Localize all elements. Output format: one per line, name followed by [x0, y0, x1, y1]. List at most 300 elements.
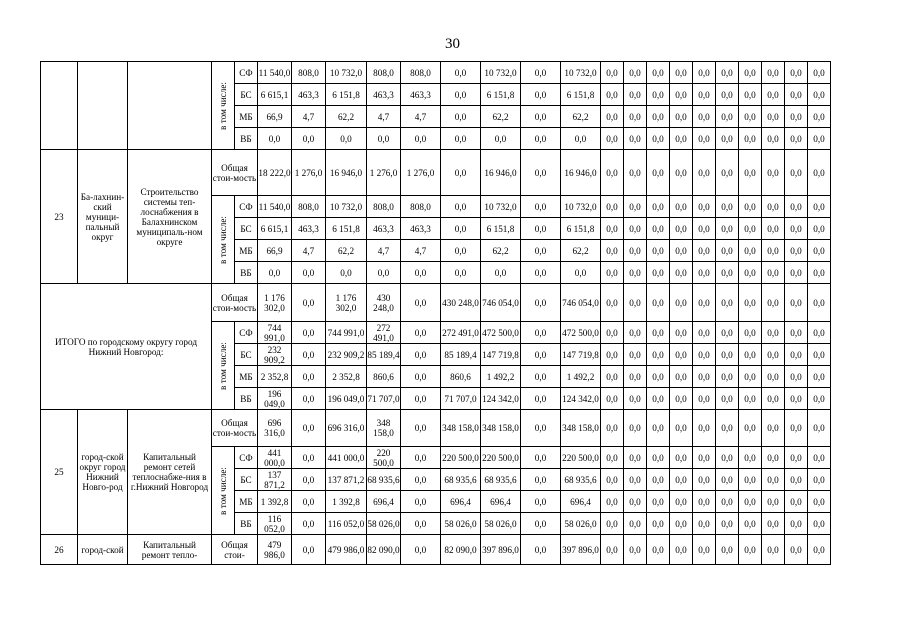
value-cell: 6 151,8 [481, 84, 521, 106]
zero-value-cell: 0,0 [808, 535, 831, 565]
zero-value-cell: 0,0 [601, 62, 624, 84]
zero-value-cell: 0,0 [693, 491, 716, 513]
zero-value-cell: 0,0 [601, 150, 624, 196]
value-cell: 272 491,0 [441, 322, 481, 344]
table-row-total [41, 284, 854, 322]
value-cell: 58 026,0 [561, 513, 601, 535]
value-cell: 1 176 302,0 [326, 284, 367, 322]
value-cell: 0,0 [441, 262, 481, 284]
value-cell: 0,0 [292, 469, 326, 491]
value-cell: 1 276,0 [367, 150, 401, 196]
value-cell: 0,0 [441, 240, 481, 262]
value-cell: 0,0 [521, 196, 561, 218]
zero-value-cell: 0,0 [716, 447, 739, 469]
fund-label-cell: СФ [235, 447, 258, 469]
zero-value-cell: 0,0 [601, 344, 624, 366]
zero-value-cell: 0,0 [670, 284, 693, 322]
zero-value-cell: 0,0 [624, 218, 647, 240]
zero-value-cell: 0,0 [762, 150, 785, 196]
zero-value-cell: 0,0 [808, 218, 831, 240]
zero-value-cell: 0,0 [739, 535, 762, 565]
value-cell: 744 991,0 [258, 322, 292, 344]
zero-value-cell: 0,0 [647, 62, 670, 84]
zero-value-cell: 0,0 [624, 344, 647, 366]
zero-value-cell: 0,0 [647, 513, 670, 535]
zero-value-cell: 0,0 [693, 322, 716, 344]
value-cell: 58 026,0 [367, 513, 401, 535]
value-cell: 147 719,8 [481, 344, 521, 366]
zero-value-cell: 0,0 [785, 366, 808, 388]
zero-value-cell: 0,0 [785, 240, 808, 262]
zero-value-cell: 0,0 [670, 366, 693, 388]
zero-value-cell: 0,0 [716, 284, 739, 322]
value-cell: 68 935,6 [441, 469, 481, 491]
value-cell: 62,2 [481, 240, 521, 262]
value-cell: 0,0 [561, 262, 601, 284]
value-cell: 0,0 [521, 150, 561, 196]
value-cell: 0,0 [521, 410, 561, 447]
zero-value-cell: 0,0 [785, 410, 808, 447]
zero-value-cell: 0,0 [762, 491, 785, 513]
value-cell: 0,0 [441, 150, 481, 196]
value-cell: 463,3 [401, 84, 441, 106]
zero-value-cell: 0,0 [624, 366, 647, 388]
value-cell: 0,0 [441, 128, 481, 150]
value-cell: 0,0 [401, 447, 441, 469]
fund-label-cell: БС [235, 84, 258, 106]
value-cell: 696 316,0 [258, 410, 292, 447]
zero-value-cell: 0,0 [624, 240, 647, 262]
zero-value-cell: 0,0 [670, 535, 693, 565]
zero-value-cell: 0,0 [785, 491, 808, 513]
zero-value-cell: 0,0 [670, 128, 693, 150]
value-cell: 0,0 [258, 128, 292, 150]
zero-value-cell: 0,0 [693, 447, 716, 469]
value-cell: 232 909,2 [326, 344, 367, 366]
page-number: 30 [445, 36, 460, 52]
zero-value-cell: 0,0 [739, 469, 762, 491]
value-cell: 441 000,0 [258, 447, 292, 469]
zero-value-cell: 0,0 [647, 284, 670, 322]
zero-value-cell: 0,0 [808, 62, 831, 84]
value-cell: 0,0 [292, 491, 326, 513]
zero-value-cell: 0,0 [716, 196, 739, 218]
zero-value-cell: 0,0 [762, 513, 785, 535]
value-cell: 0,0 [401, 344, 441, 366]
fund-label-cell: БС [235, 218, 258, 240]
value-cell: 16 946,0 [481, 150, 521, 196]
value-cell: 66,9 [258, 106, 292, 128]
value-cell: 0,0 [401, 366, 441, 388]
zero-value-cell: 0,0 [739, 410, 762, 447]
value-cell: 696,4 [561, 491, 601, 513]
zero-value-cell: 0,0 [739, 196, 762, 218]
value-cell: 1 276,0 [292, 150, 326, 196]
value-cell: 0,0 [292, 535, 326, 565]
zero-value-cell: 0,0 [693, 128, 716, 150]
value-cell: 196 049,0 [326, 388, 367, 410]
value-cell: 860,6 [367, 366, 401, 388]
zero-value-cell: 0,0 [739, 366, 762, 388]
zero-value-cell: 0,0 [762, 262, 785, 284]
zero-value-cell: 0,0 [762, 410, 785, 447]
including-label: в том числе: [218, 215, 228, 264]
zero-value-cell: 0,0 [716, 344, 739, 366]
zero-value-cell: 0,0 [647, 218, 670, 240]
zero-value-cell: 0,0 [601, 535, 624, 565]
zero-value-cell: 0,0 [601, 366, 624, 388]
value-cell: 0,0 [401, 128, 441, 150]
value-cell: 0,0 [292, 447, 326, 469]
value-cell: 0,0 [441, 84, 481, 106]
value-cell: 71 707,0 [441, 388, 481, 410]
value-cell: 124 342,0 [481, 388, 521, 410]
value-cell: 137 871,2 [258, 469, 292, 491]
value-cell: 397 896,0 [561, 535, 601, 565]
zero-value-cell: 0,0 [601, 218, 624, 240]
value-cell: 472 500,0 [561, 322, 601, 344]
value-cell: 0,0 [401, 388, 441, 410]
zero-value-cell: 0,0 [670, 410, 693, 447]
zero-value-cell: 0,0 [716, 218, 739, 240]
value-cell: 10 732,0 [561, 62, 601, 84]
value-cell: 0,0 [521, 344, 561, 366]
value-cell: 16 946,0 [561, 150, 601, 196]
fund-label-cell: ВБ [235, 262, 258, 284]
zero-value-cell: 0,0 [601, 388, 624, 410]
value-cell: 0,0 [521, 513, 561, 535]
fund-label-cell: МБ [235, 240, 258, 262]
value-cell: 0,0 [292, 366, 326, 388]
zero-value-cell: 0,0 [624, 410, 647, 447]
zero-value-cell: 0,0 [670, 150, 693, 196]
zero-value-cell: 0,0 [808, 240, 831, 262]
value-cell: 0,0 [481, 128, 521, 150]
zero-value-cell: 0,0 [716, 84, 739, 106]
table-row-total [41, 535, 854, 565]
zero-value-cell: 0,0 [601, 322, 624, 344]
project-cell: Капитальный ремонт сетей теплоснабже-ния в г.Нижний Новгород [128, 410, 212, 535]
zero-value-cell: 0,0 [739, 240, 762, 262]
zero-value-cell: 0,0 [739, 84, 762, 106]
zero-value-cell: 0,0 [716, 513, 739, 535]
zero-value-cell: 0,0 [808, 491, 831, 513]
value-cell: 0,0 [521, 62, 561, 84]
value-cell: 220 500,0 [367, 447, 401, 469]
value-cell: 10 732,0 [561, 196, 601, 218]
zero-value-cell: 0,0 [624, 491, 647, 513]
zero-value-cell: 0,0 [601, 491, 624, 513]
value-cell: 58 026,0 [481, 513, 521, 535]
zero-value-cell: 0,0 [693, 513, 716, 535]
value-cell: 11 540,0 [258, 62, 292, 84]
value-cell: 0,0 [401, 513, 441, 535]
value-cell: 0,0 [292, 344, 326, 366]
value-cell: 0,0 [521, 491, 561, 513]
zero-value-cell: 0,0 [601, 469, 624, 491]
zero-value-cell: 0,0 [739, 218, 762, 240]
zero-value-cell: 0,0 [624, 388, 647, 410]
row-number-cell [41, 62, 78, 150]
value-cell: 1 176 302,0 [258, 284, 292, 322]
value-cell: 71 707,0 [367, 388, 401, 410]
value-cell: 0,0 [292, 322, 326, 344]
zero-value-cell: 0,0 [785, 106, 808, 128]
zero-value-cell: 0,0 [785, 196, 808, 218]
value-cell: 0,0 [441, 218, 481, 240]
value-cell: 696,4 [367, 491, 401, 513]
value-cell: 0,0 [367, 262, 401, 284]
table-row-total [41, 410, 854, 447]
fund-label-cell: МБ [235, 491, 258, 513]
zero-value-cell: 0,0 [693, 469, 716, 491]
including-label-cell [212, 62, 235, 150]
value-cell: 348 158,0 [441, 410, 481, 447]
zero-value-cell: 0,0 [785, 262, 808, 284]
zero-value-cell: 0,0 [647, 150, 670, 196]
value-cell: 1 392,8 [326, 491, 367, 513]
zero-value-cell: 0,0 [785, 447, 808, 469]
value-cell: 397 896,0 [481, 535, 521, 565]
zero-value-cell: 0,0 [762, 218, 785, 240]
value-cell: 0,0 [401, 322, 441, 344]
value-cell: 0,0 [521, 388, 561, 410]
zero-value-cell: 0,0 [716, 388, 739, 410]
zero-value-cell: 0,0 [785, 84, 808, 106]
zero-value-cell: 0,0 [670, 84, 693, 106]
zero-value-cell: 0,0 [670, 196, 693, 218]
value-cell: 0,0 [521, 240, 561, 262]
zero-value-cell: 0,0 [762, 322, 785, 344]
value-cell: 0,0 [292, 388, 326, 410]
district-cell: город-ской [78, 535, 128, 565]
value-cell: 348 158,0 [367, 410, 401, 447]
value-cell: 58 026,0 [441, 513, 481, 535]
zero-value-cell: 0,0 [647, 84, 670, 106]
zero-value-cell: 0,0 [785, 469, 808, 491]
zero-value-cell: 0,0 [624, 106, 647, 128]
zero-value-cell: 0,0 [785, 128, 808, 150]
zero-value-cell: 0,0 [647, 388, 670, 410]
value-cell: 463,3 [292, 84, 326, 106]
zero-value-cell: 0,0 [693, 62, 716, 84]
zero-value-cell: 0,0 [647, 469, 670, 491]
financing-table [40, 61, 854, 565]
total-cost-label: Общая стои-мость [212, 284, 258, 322]
value-cell: 68 935,6 [561, 469, 601, 491]
value-cell: 463,3 [292, 218, 326, 240]
total-cost-label: Общая стои-мость [212, 410, 258, 447]
including-label-cell [212, 447, 235, 535]
value-cell: 0,0 [521, 469, 561, 491]
value-cell: 2 352,8 [326, 366, 367, 388]
fund-label-cell: БС [235, 344, 258, 366]
zero-value-cell: 0,0 [670, 106, 693, 128]
zero-value-cell: 0,0 [762, 128, 785, 150]
zero-value-cell: 0,0 [647, 262, 670, 284]
value-cell: 348 158,0 [561, 410, 601, 447]
value-cell: 479 986,0 [258, 535, 292, 565]
value-cell: 116 052,0 [258, 513, 292, 535]
value-cell: 85 189,4 [367, 344, 401, 366]
zero-value-cell: 0,0 [739, 447, 762, 469]
value-cell: 6 151,8 [561, 84, 601, 106]
value-cell: 0,0 [292, 262, 326, 284]
zero-value-cell: 0,0 [739, 322, 762, 344]
total-cost-label: Общая стои-мость [212, 150, 258, 196]
value-cell: 124 342,0 [561, 388, 601, 410]
fund-label-cell: БС [235, 469, 258, 491]
fund-label-cell: МБ [235, 106, 258, 128]
zero-value-cell: 0,0 [693, 150, 716, 196]
zero-value-cell: 0,0 [647, 344, 670, 366]
value-cell: 220 500,0 [441, 447, 481, 469]
zero-value-cell: 0,0 [762, 469, 785, 491]
zero-value-cell: 0,0 [670, 62, 693, 84]
value-cell: 463,3 [367, 84, 401, 106]
value-cell: 6 151,8 [326, 84, 367, 106]
zero-value-cell: 0,0 [693, 410, 716, 447]
zero-value-cell: 0,0 [624, 262, 647, 284]
project-cell: Капитальный ремонт тепло- [128, 535, 212, 565]
including-label: в том числе: [218, 466, 228, 515]
zero-value-cell: 0,0 [739, 150, 762, 196]
value-cell: 348 158,0 [481, 410, 521, 447]
zero-value-cell: 0,0 [739, 62, 762, 84]
zero-value-cell: 0,0 [808, 84, 831, 106]
value-cell: 0,0 [401, 284, 441, 322]
value-cell: 0,0 [441, 106, 481, 128]
zero-value-cell: 0,0 [716, 469, 739, 491]
value-cell: 4,7 [401, 240, 441, 262]
zero-value-cell: 0,0 [601, 284, 624, 322]
zero-value-cell: 0,0 [739, 128, 762, 150]
fund-label-cell: СФ [235, 322, 258, 344]
value-cell: 85 189,4 [441, 344, 481, 366]
zero-value-cell: 0,0 [670, 388, 693, 410]
zero-value-cell: 0,0 [716, 410, 739, 447]
zero-value-cell: 0,0 [601, 513, 624, 535]
zero-value-cell: 0,0 [739, 284, 762, 322]
zero-value-cell: 0,0 [647, 447, 670, 469]
zero-value-cell: 0,0 [739, 262, 762, 284]
zero-value-cell: 0,0 [808, 344, 831, 366]
row-number-cell: 26 [41, 535, 78, 565]
value-cell: 0,0 [292, 284, 326, 322]
zero-value-cell: 0,0 [624, 150, 647, 196]
zero-value-cell: 0,0 [716, 535, 739, 565]
zero-value-cell: 0,0 [647, 196, 670, 218]
fund-label-cell: МБ [235, 366, 258, 388]
value-cell: 1 492,2 [481, 366, 521, 388]
zero-value-cell: 0,0 [601, 106, 624, 128]
zero-value-cell: 0,0 [647, 366, 670, 388]
zero-value-cell: 0,0 [601, 410, 624, 447]
zero-value-cell: 0,0 [716, 128, 739, 150]
district-cell: город-ской округ город Нижний Новго-род [78, 410, 128, 535]
value-cell: 430 248,0 [441, 284, 481, 322]
zero-value-cell: 0,0 [716, 262, 739, 284]
value-cell: 0,0 [292, 128, 326, 150]
value-cell: 82 090,0 [441, 535, 481, 565]
zero-value-cell: 0,0 [670, 322, 693, 344]
value-cell: 0,0 [401, 410, 441, 447]
zero-value-cell: 0,0 [762, 366, 785, 388]
value-cell: 0,0 [401, 262, 441, 284]
value-cell: 808,0 [292, 196, 326, 218]
value-cell: 0,0 [401, 535, 441, 565]
zero-value-cell: 0,0 [693, 84, 716, 106]
zero-value-cell: 0,0 [670, 513, 693, 535]
zero-value-cell: 0,0 [624, 196, 647, 218]
value-cell: 4,7 [292, 240, 326, 262]
zero-value-cell: 0,0 [785, 62, 808, 84]
zero-value-cell: 0,0 [670, 447, 693, 469]
value-cell: 62,2 [561, 106, 601, 128]
value-cell: 0,0 [401, 491, 441, 513]
zero-value-cell: 0,0 [693, 366, 716, 388]
total-cost-label: Общая стои- [212, 535, 258, 565]
zero-value-cell: 0,0 [647, 240, 670, 262]
value-cell: 479 986,0 [326, 535, 367, 565]
value-cell: 0,0 [521, 106, 561, 128]
zero-value-cell: 0,0 [739, 388, 762, 410]
value-cell: 6 615,1 [258, 218, 292, 240]
including-label: в том числе: [218, 341, 228, 390]
zero-value-cell: 0,0 [693, 388, 716, 410]
zero-value-cell: 0,0 [693, 284, 716, 322]
value-cell: 0,0 [326, 262, 367, 284]
zero-value-cell: 0,0 [716, 150, 739, 196]
value-cell: 808,0 [292, 62, 326, 84]
zero-value-cell: 0,0 [647, 491, 670, 513]
value-cell: 4,7 [367, 106, 401, 128]
value-cell: 10 732,0 [481, 196, 521, 218]
zero-value-cell: 0,0 [693, 535, 716, 565]
value-cell: 0,0 [521, 218, 561, 240]
value-cell: 4,7 [367, 240, 401, 262]
value-cell: 66,9 [258, 240, 292, 262]
zero-value-cell: 0,0 [670, 218, 693, 240]
value-cell: 0,0 [258, 262, 292, 284]
zero-value-cell: 0,0 [785, 513, 808, 535]
value-cell: 1 392,8 [258, 491, 292, 513]
zero-value-cell: 0,0 [739, 106, 762, 128]
value-cell: 62,2 [326, 240, 367, 262]
zero-value-cell: 0,0 [762, 84, 785, 106]
value-cell: 0,0 [561, 128, 601, 150]
zero-value-cell: 0,0 [808, 388, 831, 410]
zero-value-cell: 0,0 [808, 106, 831, 128]
zero-value-cell: 0,0 [624, 128, 647, 150]
value-cell: 272 491,0 [367, 322, 401, 344]
zero-value-cell: 0,0 [716, 240, 739, 262]
value-cell: 860,6 [441, 366, 481, 388]
zero-value-cell: 0,0 [624, 62, 647, 84]
value-cell: 232 909,2 [258, 344, 292, 366]
zero-value-cell: 0,0 [785, 150, 808, 196]
zero-value-cell: 0,0 [785, 322, 808, 344]
zero-value-cell: 0,0 [739, 344, 762, 366]
value-cell: 0,0 [521, 284, 561, 322]
value-cell: 6 615,1 [258, 84, 292, 106]
value-cell: 0,0 [521, 262, 561, 284]
table-row [41, 62, 854, 84]
zero-value-cell: 0,0 [624, 84, 647, 106]
value-cell: 0,0 [292, 410, 326, 447]
value-cell: 696 316,0 [326, 410, 367, 447]
value-cell: 0,0 [326, 128, 367, 150]
